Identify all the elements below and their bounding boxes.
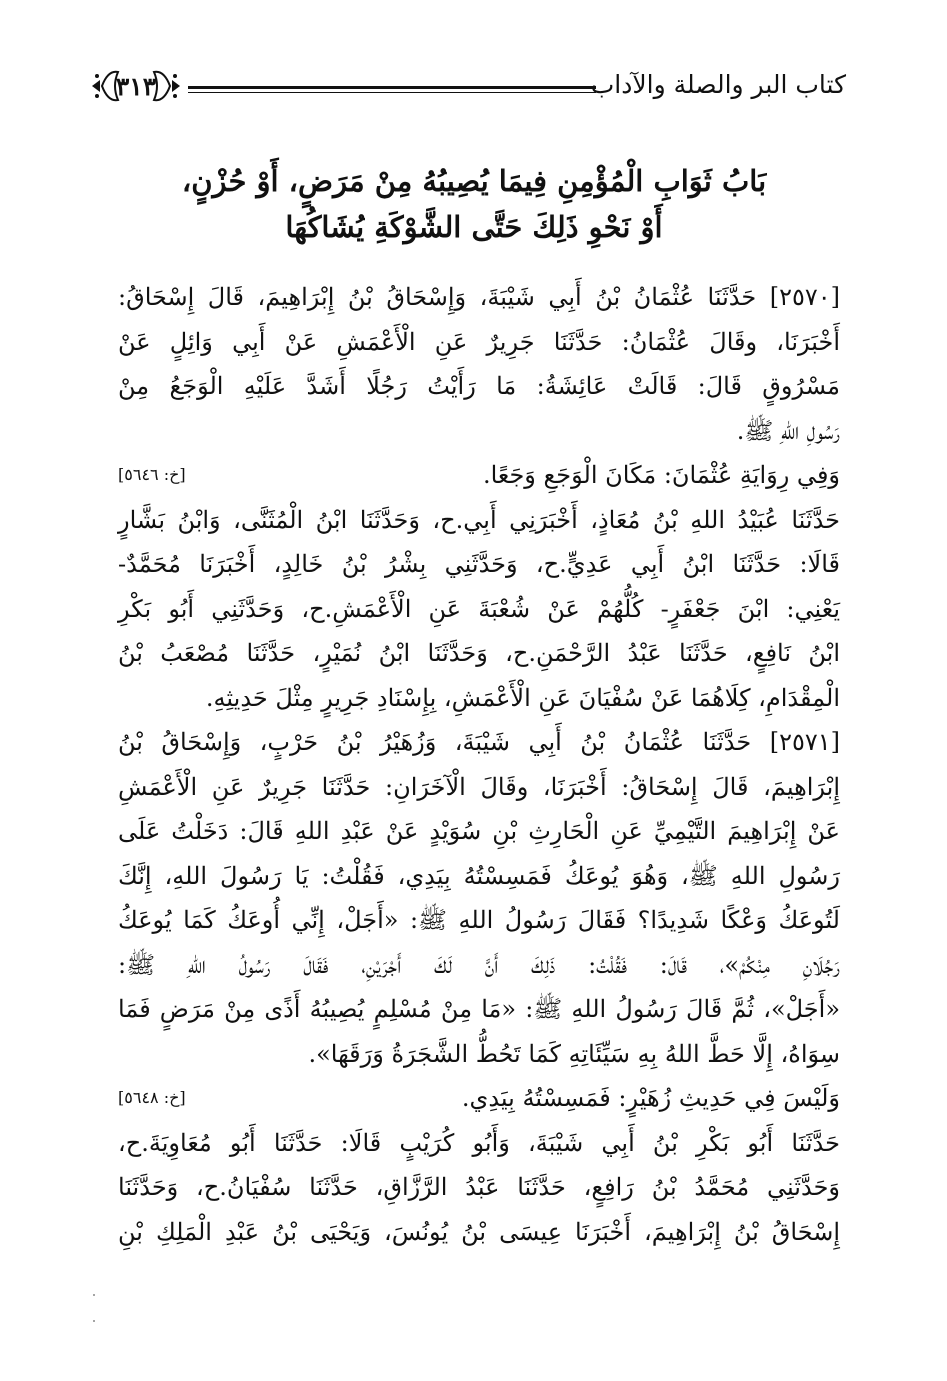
page-number: ٣١٣ — [115, 72, 157, 101]
bukhari-reference: [خ: ٥٦٤٨] — [118, 1088, 186, 1107]
text-line: إِبْرَاهِيمَ، قَالَ إِسْحَاقُ: أَخْبَرَنَا، وقَالَ الْآخَرَانِ: حَدَّثَنَا جَرِيرٌ عَنِ الْأَعْمَشِ — [118, 772, 840, 801]
text-line: إِسْحَاقُ بْنُ إِبْرَاهِيمَ، أَخْبَرَنَا عِيسَى بْنُ يُونُسَ، وَيَحْيَى بْنُ عَبْدِ الْمَلِكِ بْنِ — [118, 1217, 840, 1246]
text-line: وَفِي رِوَايَةِ عُثْمَانَ: مَكَانَ الْوَجَعِ وَجَعًا. — [482, 461, 840, 489]
margin-mark — [93, 1294, 95, 1296]
text-line: «أَجَلْ»، ثُمَّ قَالَ رَسُولُ اللهِ ﷺ: «مَا مِنْ مُسْلِمٍ يُصِيبُهُ أَذًى مِنْ مَرَضٍ فَمَا — [118, 995, 840, 1023]
book-title: كتاب البر والصلة والآداب — [590, 70, 846, 99]
text-line: لَتُوعَكُ وَعْكًا شَدِيدًا؟ فَقَالَ رَسُولُ اللهِ ﷺ: «أَجَلْ، إِنِّي أُوعَكُ كَمَا يُوعَكُ — [118, 906, 840, 934]
text-line: رَجُلَانِ مِنْكُمْ»، قَالَ: فَقُلْتُ: ذَلِكَ أَنَّ لَكَ أَجْرَيْنِ، فَقَالَ رَسُولُ اللهِ ﷺ: — [118, 950, 840, 979]
bukhari-reference: [خ: ٥٦٤٦] — [118, 465, 186, 484]
text-line: [٢٥٧٠] حَدَّثَنَا عُثْمَانُ بْنُ أَبِي شَيْبَةَ، وَإِسْحَاقُ بْنُ إِبْرَاهِيمَ، قَالَ إِسْحَاقُ: — [118, 283, 840, 311]
margin-mark — [93, 1320, 95, 1322]
text-line: رَسُولِ اللهِ ﷺ، وَهُوَ يُوعَكُ فَمَسِسْتُهُ بِيَدِي، فَقُلْتُ: يَا رَسُولَ اللهِ، إِنَّكَ — [118, 861, 840, 890]
chapter-title-line: بَابُ ثَوَابِ الْمُؤْمِنِ فِيمَا يُصِيبُهُ مِنْ مَرَضٍ، أَوْ حُزْنٍ، — [181, 164, 767, 198]
text-line: مَسْرُوقٍ قَالَ: قَالَتْ عَائِشَةُ: مَا رَأَيْتُ رَجُلًا أَشَدَّ عَلَيْهِ الْوَجَعُ مِنْ — [118, 372, 840, 400]
chapter-heading — [110, 158, 838, 250]
text-line: حَدَّثَنَا أَبُو بَكْرِ بْنُ أَبِي شَيْبَةَ، وَأَبُو كُرَيْبٍ قَالَا: حَدَّثَنَا أَبُو مُعَاوِيَةَ.ح، — [118, 1128, 840, 1157]
text-line: رَسُولِ اللهِ ﷺ. — [736, 416, 840, 445]
text-line: وَحَدَّثَنِي مُحَمَّدُ بْنُ رَافِعٍ، حَدَّثَنَا عَبْدُ الرَّزَّاقِ، حَدَّثَنَا سُفْيَانُ.ح، وَحَدَّثَنَا — [118, 1173, 840, 1201]
text-line: [٢٥٧١] حَدَّثَنَا عُثْمَانُ بْنُ أَبِي شَيْبَةَ، وَزُهَيْرُ بْنُ حَرْبٍ، وَإِسْحَاقُ بْنُ — [118, 728, 840, 756]
text-line: أَخْبَرَنَا، وقَالَ عُثْمَانُ: حَدَّثَنَا جَرِيرٌ عَنِ الْأَعْمَشِ عَنْ أَبِي وَائِلٍ عَنْ — [118, 327, 840, 356]
text-line: يَعْنِي: ابْنَ جَعْفَرٍ- كُلُّهُمْ عَنْ شُعْبَةَ عَنِ الْأَعْمَشِ.ح، وَحَدَّثَنِي أَبُو بَكْرِ — [118, 594, 840, 623]
hadith-text — [118, 275, 840, 1254]
text-line-with-reference — [118, 453, 840, 498]
text-line: حَدَّثَنَا عُبَيْدُ اللهِ بْنُ مُعَاذٍ، أَخْبَرَنِي أَبِي.ح، وَحَدَّثَنَا ابْنُ الْمُثَنَّى، وَابْنُ بَشَّارٍ — [118, 505, 840, 534]
text-line: سِوَاهُ، إِلَّا حَطَّ اللهُ بِهِ سَيِّئَاتِهِ كَمَا تَحُطُّ الشَّجَرَةُ وَرَقَهَا». — [308, 1039, 840, 1068]
text-line: ابْنُ نَافِعٍ، حَدَّثَنَا عَبْدُ الرَّحْمَنِ.ح، وَحَدَّثَنَا ابْنُ نُمَيْرٍ، حَدَّثَنَا مُصْعَبُ بْنُ — [118, 639, 840, 667]
text-line: الْمِقْدَامِ، كِلَاهُمَا عَنْ سُفْيَانَ عَنِ الْأَعْمَشِ، بِإِسْنَادِ جَرِيرٍ مِثْلَ حَدِيثِهِ. — [205, 683, 840, 712]
page-number-frame — [88, 64, 184, 108]
chapter-title-line: أَوْ نَحْوِ ذَلِكَ حَتَّى الشَّوْكَةِ يُشَاكُهَا — [285, 210, 663, 244]
text-line: قَالَا: حَدَّثَنَا ابْنُ أَبِي عَدِيٍّ.ح، وَحَدَّثَنِي بِشْرُ بْنُ خَالِدٍ، أَخْبَرَنَا مُحَمَّدٌ- — [118, 550, 841, 578]
text-line: عَنْ إِبْرَاهِيمَ التَّيْمِيِّ عَنِ الْحَارِثِ بْنِ سُوَيْدٍ عَنْ عَبْدِ اللهِ قَالَ: دَخَلْتُ عَلَى — [118, 817, 840, 845]
text-line: وَلَيْسَ فِي حَدِيثِ زُهَيْرٍ: فَمَسِسْتُهُ بِيَدِي. — [461, 1084, 840, 1112]
header-rule — [188, 86, 596, 93]
page-header — [88, 62, 846, 112]
text-line-with-reference — [118, 1076, 840, 1121]
